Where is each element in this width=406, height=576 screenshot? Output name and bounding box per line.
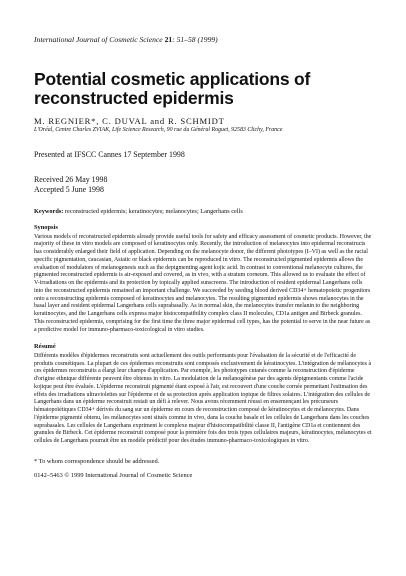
journal-name: International Journal of Cosmetic Science [34,35,163,44]
keywords-label: Keywords: [34,208,64,215]
affiliation: L'Oréal, Centre Charles ZVIAK, Life Science Research, 90 rue du Général Roguet, 92583 Clichy, France [34,127,283,134]
received-date: Received 26 May 1998 [34,175,108,184]
resume-heading: Résumé [34,343,56,351]
issn-copyright: 0142–5463 © 1999 International Journal of Cosmetic Science [34,472,193,480]
article-title-line2: reconstructed epidermis [34,87,234,108]
journal-citation [34,36,372,44]
journal-volume: 21 [164,35,173,44]
synopsis-text: Various models of reconstructed epidermis already provide useful tools for safety and efficacy assessment of cosmetic products. However, the majority of these in vitro models are composed of keratinocytes only. Recently, the introduction of melanocytes into epidermal reconstructs has considerably enlarged their field of application. Depending on the melanocyte donor, the different phototypes (I–VI) as well as the racial specific pigmentation, caucasian, Asiatic or black epidermis can be reproduced in vitro. The reconstructed pigmented epidermis allows the evaluation of modulators of melanogenesis such as the depigmenting agent kojic acid. In contrast to conventional melanocyte cultures, the pigmented reconstructed epidermis is air-exposed and covered, as in vivo, with a stratum corneum. This allowed us to evaluate the effect of V-irradiations on the epidermis and its protection by topically applied sunscreens. The introduction of resident epidermal Langerhans cells into the reconstructed epidermis remained an important challenge. We succeeded by seeding blood derived CD34+ hematopoietic progenitors onto a reconstructing epidermis composed of keratinocytes and melanocytes. The resulting pigmented epidermis shows melanocytes in the basal layer and resident epidermal Langerhans cells suprabasally. As in normal skin, the melanocytes transfer melanin to the neighboring keratinocytes, and the Langerhans cells express major histocompatibility complex class II molecules, CD1a antigen and Birbeck granules. This reconstructed epidermis, comprising for the first time the three major epidermal cell types, has the potential to serve in the near future as a predictive model for immuno-pharmaco-toxicological in vitro studies. [34,233,372,333]
keywords [34,209,372,215]
keywords-list: reconstructed epidermis; keratinocytes; melanocytes; Langerhans cells [63,208,243,215]
article-title-line1: Potential cosmetic applications of [34,68,311,89]
received-accepted-dates [34,175,372,195]
synopsis-heading: Synopsis [34,224,58,232]
authors: M. REGNIER*, C. DUVAL and R. SCHMIDT [34,115,225,126]
presented-note: Presented at IFSCC Cannes 17 September 1998 [34,150,185,160]
resume-text: Différents modèles d'épidermes reconstruits sont actuellement des outils performants pour l'évaluation de la sécurité et de l'efficacité de produits cosmétiques. La plupart de ces épidermes reconstruits sont composés exclusivement de kératinocytes. L'intégration de mélanocytes à ces épidermes reconstruits a élargi leur champs d'application. Par exemple, les phototypes cutanés comme la reconstruction d'épiderme d'origine ethnique différente peuvent être obtenus in vitro. La modulation de la mélanogénèse par des agents dépigmentants comme l'acide kojique peut être évaluée. L'épiderme reconstruit pigmenté étant exposé à l'air, est recouvert d'une couche cornée permettant l'estimation des effets des irradiations ultraviolettes sur l'épiderme et de sa protection après application topique de filtres solaires. L'intégration des cellules de Langerhans dans un épiderme reconstruit restait un défi à relever. Nous avons récemment réussi en ensemençant les précurseurs hématopoïétiques CD34+ dérivés du sang sur un épiderme en cours de reconstruction composé de kératinocytes et de mélanocytes. Dans l'épiderme pigmenté obtenu, les mélanocytes sont situés comme in vivo, dans la couche basale et les cellules de Langerhans dans les couches suprabasales. Les cellules de Langerhans expriment le complexe majeur d'histocompatibilité classe II, l'antigène CD1a et contiennent des granules de Birbeck. Cet épiderme reconstruit composé pour la première fois des trois types cellulaires majeurs, kératinocytes, mélanocytes et cellules de Langerhans pourrait être un modèle prédictif pour des études immuno-pharmaco-toxicologiques in vitro. [34,352,372,445]
correspondence-footnote: * To whom correspondence should be addressed. [34,457,160,465]
journal-pages-year: : 51–58 (1999) [172,35,218,44]
article-title [34,70,372,108]
accepted-date: Accepted 5 June 1998 [34,185,104,194]
